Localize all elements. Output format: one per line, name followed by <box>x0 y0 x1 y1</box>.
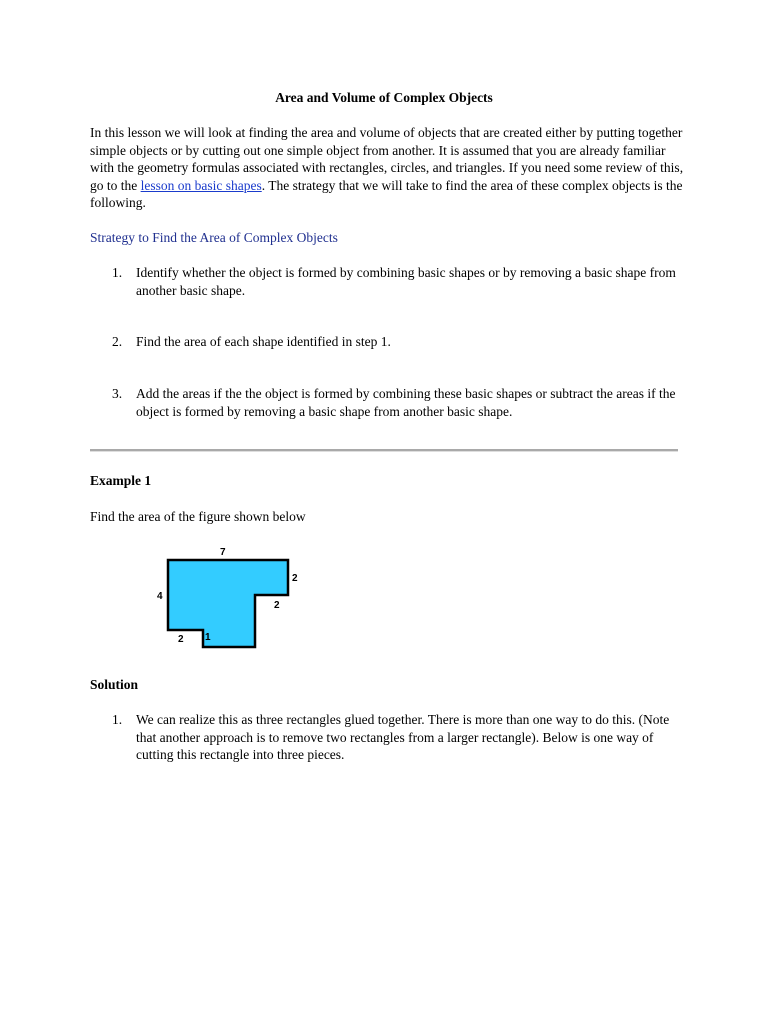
label-top: 7 <box>220 547 226 558</box>
label-bottom-notch: 1 <box>205 632 211 643</box>
step-number: 1. <box>112 712 123 727</box>
strategy-step-1 <box>112 264 682 299</box>
strategy-step-2 <box>112 333 682 351</box>
step-text: We can realize this as three rectangles glued together. There is more than one way to do this. (Note that another approach is to remove two rectangles from a larger rectangle). Below is one way of cutting this rectangle into three pieces. <box>136 712 670 762</box>
example-heading: Example 1 <box>90 473 152 488</box>
strategy-heading: Strategy to Find the Area of Complex Objects <box>90 230 338 245</box>
step-text: Add the areas if the the object is formed by combining these basic shapes or subtract the areas if the object is formed by removing a basic shape from another basic shape. <box>136 386 676 419</box>
step-number: 1. <box>112 265 123 280</box>
step-text: Find the area of each shape identified in step 1. <box>136 334 391 349</box>
label-right-top: 2 <box>292 573 298 584</box>
intro-text-end: . The strategy that we will take to find the area of these complex objects is the following. <box>90 177 683 210</box>
basic-shapes-link[interactable]: lesson on basic shapes <box>140 177 262 193</box>
solution-step-1 <box>112 711 682 764</box>
composite-shape-figure <box>150 540 320 655</box>
example-prompt: Find the area of the figure shown below <box>90 509 306 524</box>
label-right-step: 2 <box>274 600 280 611</box>
intro-paragraph <box>90 124 690 212</box>
composite-shape <box>168 560 288 647</box>
step-number: 3. <box>112 386 123 401</box>
horizontal-divider <box>90 449 678 452</box>
label-left: 4 <box>157 591 163 602</box>
label-bottom-left: 2 <box>178 634 184 645</box>
solution-heading: Solution <box>90 677 139 692</box>
page-title: Area and Volume of Complex Objects <box>275 90 493 105</box>
step-text: Identify whether the object is formed by combining basic shapes or by removing a basic shape from another basic shape. <box>136 265 676 298</box>
step-number: 2. <box>112 334 123 349</box>
intro-text-start: In this lesson we will look at finding the area and volume of objects that are created either by putting together simple objects or by cutting out one simple object from another. It is assumed that you are already familiar with the geometry formulas associated with rectangles, circles, and triangles. If you need some review of this, go to the <box>90 125 684 193</box>
strategy-step-3 <box>112 385 682 420</box>
